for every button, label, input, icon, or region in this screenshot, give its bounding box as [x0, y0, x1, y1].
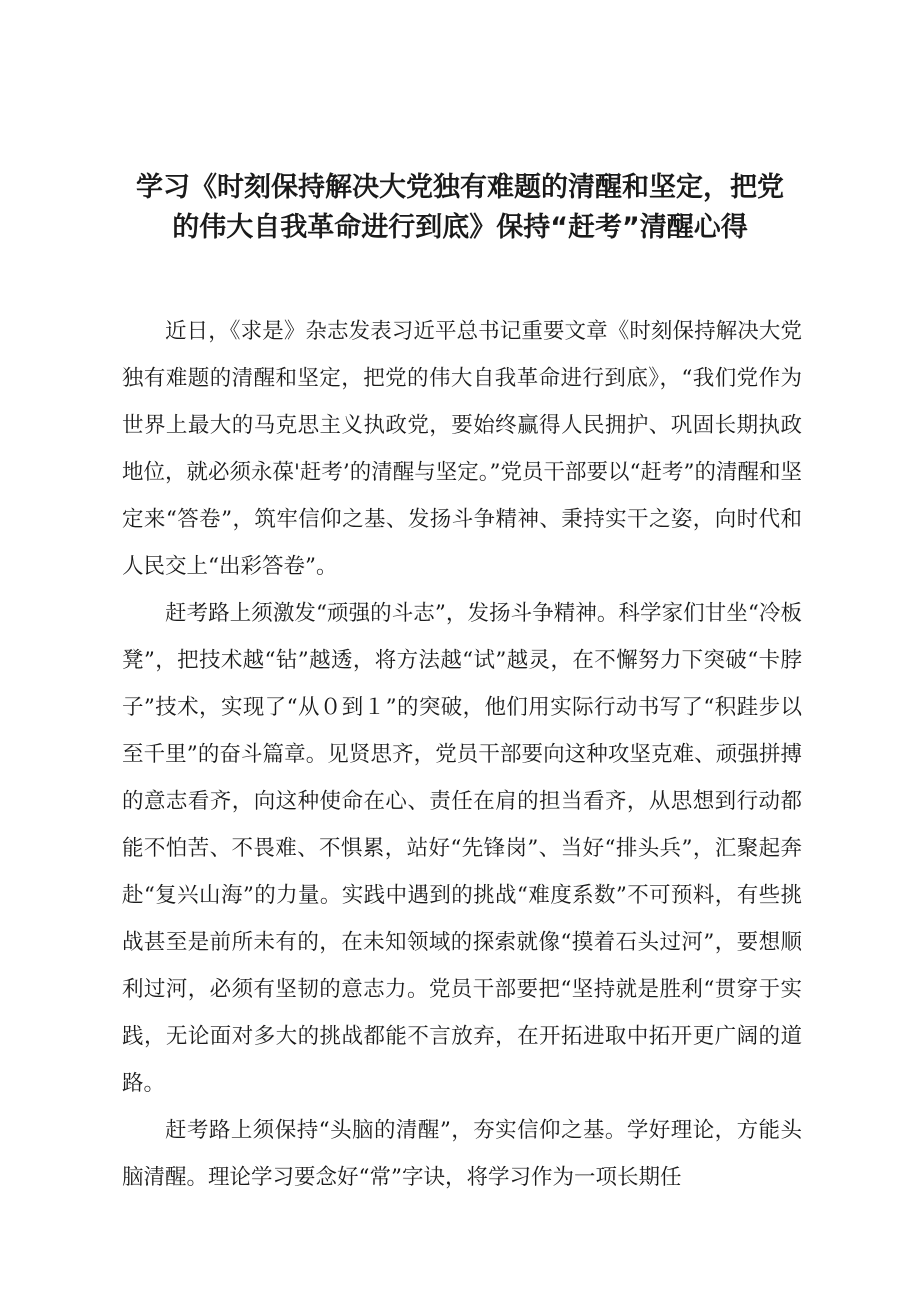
title-line-2: 的伟大自我革命进行到底》保持“赶考”清醒心得	[172, 212, 748, 243]
paragraph-3: 赶考路上须保持“头脑的清醒”，夯实信仰之基。学好理论，方能头脑清醒。理论学习要念好“常”字诀，将学习作为一项长期任	[122, 1118, 802, 1190]
title-line-1: 学习《时刻保持解决大党独有难题的清醒和坚定，把党	[136, 172, 784, 203]
paragraph-2: 赶考路上须激发“顽强的斗志”，发扬斗争精神。科学家们甘坐“冷板凳”，把技术越“钻”越透，将方法越“试”越灵，在不懈努力下突破“卡脖子”技术，实现了“从０到１”的突破，他们用实际行动书写了“积跬步以至千里”的奋斗篇章。见贤思齐，党员干部要向这种攻坚克难、顽强拼搏的意志看齐，向这种使命在心、责任在肩的担当看齐，从思想到行动都能不怕苦、不畏难、不惧累，站好“先锋岗”、当好“排头兵”，汇聚起奔赴“复兴山海”的力量。实践中遇到的挑战“难度系数”不可预料，有些挑战甚至是前所未有的，在未知领域的探索就像“摸着石头过河”，要想顺利过河，必须有坚韧的意志力。党员干部要把“坚持就是胜利“贯穿于实践，无论面对多大的挑战都能不言放弃，在开拓进取中拓开更广阔的道路。	[122, 601, 802, 1096]
document-body	[122, 308, 802, 1201]
document-title	[80, 168, 840, 248]
paragraph-1: 近日，《求是》杂志发表习近平总书记重要文章《时刻保持解决大党独有难题的清醒和坚定，把党的伟大自我革命进行到底》，“我们党作为世界上最大的马克思主义执政党，要始终赢得人民拥护、巩固长期执政地位，就必须永葆'赶考’的清醒与坚定。”党员干部要以“赶考”的清醒和坚定来“答卷”，筑牢信仰之基、发扬斗争精神、秉持实干之姿，向时代和人民交上“出彩答卷”。	[122, 319, 802, 579]
